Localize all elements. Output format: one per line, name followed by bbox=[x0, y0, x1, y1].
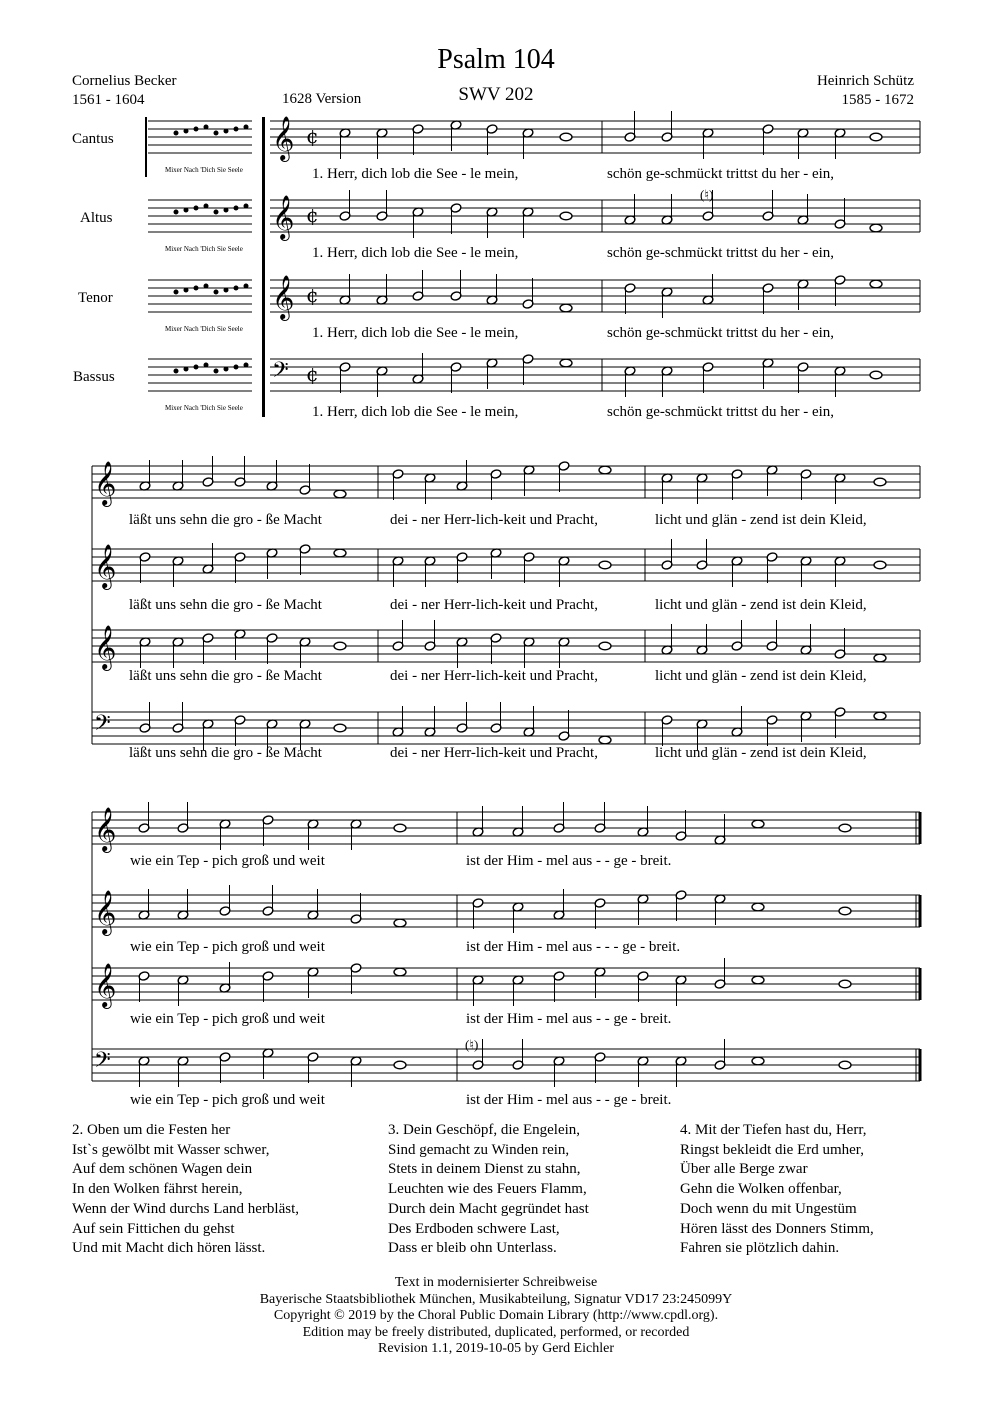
note-head bbox=[874, 712, 886, 720]
incipit-text: Mixer Nach 'Dich Sie Seele bbox=[165, 404, 243, 412]
time-signature: ¢ bbox=[306, 124, 319, 148]
lyric-line: wie ein Tep - pich groß und weit bbox=[130, 1092, 325, 1108]
note-head bbox=[560, 133, 572, 141]
note-head bbox=[394, 1061, 406, 1069]
voice-label-bassus: Bassus bbox=[73, 369, 115, 385]
note-head bbox=[394, 824, 406, 832]
note-head bbox=[394, 919, 406, 927]
incipit-note bbox=[224, 129, 229, 134]
lyric-line: licht und glän - zend ist dein Kleid, bbox=[655, 512, 867, 528]
footer-line: Bayerische Staatsbibliothek München, Musikabteilung, Signatur VD17 23:245099Y bbox=[259, 1291, 733, 1307]
treble-clef: 𝄞 bbox=[272, 116, 295, 160]
catalog-number: SWV 202 bbox=[458, 84, 534, 105]
note-head bbox=[870, 280, 882, 288]
composer-dates: 1585 - 1672 bbox=[841, 92, 914, 108]
bass-clef: 𝄢 bbox=[94, 711, 111, 741]
composer-name: Heinrich Schütz bbox=[816, 73, 914, 89]
incipit-note bbox=[244, 284, 249, 289]
system-bracket bbox=[262, 117, 265, 417]
lyric-line: 1. Herr, dich lob die See - le mein, bbox=[312, 404, 519, 420]
lyric-line: 1. Herr, dich lob die See - le mein, bbox=[312, 245, 519, 261]
note-head bbox=[870, 371, 882, 379]
incipit-note bbox=[194, 206, 199, 211]
lyric-line: licht und glän - zend ist dein Kleid, bbox=[655, 597, 867, 613]
note-head bbox=[839, 980, 851, 988]
note-head bbox=[839, 824, 851, 832]
lyric-line: wie ein Tep - pich groß und weit bbox=[130, 853, 325, 869]
note-head bbox=[752, 1057, 764, 1065]
voice-label-cantus: Cantus bbox=[72, 131, 114, 147]
note-head bbox=[560, 359, 572, 367]
note-head bbox=[599, 736, 611, 744]
incipit-note bbox=[214, 210, 219, 215]
lyric-line: ist der Him - mel aus - - ge - breit. bbox=[466, 1011, 672, 1027]
note-head bbox=[839, 1061, 851, 1069]
treble-clef: 𝄞 bbox=[94, 544, 117, 588]
lyric-line: wie ein Tep - pich groß und weit bbox=[130, 1011, 325, 1027]
treble-clef: 𝄞 bbox=[272, 275, 295, 319]
footer-line: Text in modernisierter Schreibweise bbox=[394, 1275, 598, 1290]
note-head bbox=[752, 976, 764, 984]
note-head bbox=[874, 478, 886, 486]
lyric-line: läßt uns sehn die gro - ße Macht bbox=[129, 668, 322, 684]
lyric-line: schön ge-schmückt trittst du her - ein, bbox=[607, 325, 835, 341]
incipit-note bbox=[224, 367, 229, 372]
lyric-line: dei - ner Herr-lich-keit und Pracht, bbox=[390, 512, 598, 528]
lyric-line: ist der Him - mel aus - - - ge - breit. bbox=[466, 939, 681, 955]
verse-4: 4. Mit der Tiefen hast du, Herr, Ringst bekleidt die Erd umher, Über alle Berge zwar Gehn die Wolken offenbar, Doch wenn du mit Ungestüm Hören lässt des Donners Stimm, Fahren sie plötzlich dahin. bbox=[680, 1122, 874, 1257]
incipit-bracket bbox=[145, 117, 147, 177]
incipit-note bbox=[234, 127, 239, 132]
lyric-line: licht und glän - zend ist dein Kleid, bbox=[655, 745, 867, 761]
lyric-line: dei - ner Herr-lich-keit und Pracht, bbox=[390, 745, 598, 761]
incipit-note bbox=[234, 365, 239, 370]
incipit-note bbox=[184, 208, 189, 213]
page-title: Psalm 104 bbox=[437, 44, 555, 75]
incipit-note bbox=[244, 363, 249, 368]
lyric-line: schön ge-schmückt trittst du her - ein, bbox=[607, 245, 835, 261]
note-head bbox=[599, 466, 611, 474]
lyric-line: dei - ner Herr-lich-keit und Pracht, bbox=[390, 597, 598, 613]
editorial-accidental: (♮) bbox=[465, 1037, 479, 1052]
lyric-line: läßt uns sehn die gro - ße Macht bbox=[129, 512, 322, 528]
incipit-note bbox=[204, 363, 209, 368]
incipit-note bbox=[214, 131, 219, 136]
verse-3: 3. Dein Geschöpf, die Engelein, Sind gemacht zu Winden rein, Stets in deinem Dienst zu stahn, Leuchten wie des Feuers Flamm, Durch dein Macht gegründet hast Des Erdboden schwere Last, Dass er bleib ohn Unterlass. bbox=[388, 1122, 589, 1257]
note-head bbox=[870, 224, 882, 232]
incipit-note bbox=[234, 286, 239, 291]
bass-clef: 𝄢 bbox=[94, 1048, 111, 1078]
footer-line: Revision 1.1, 2019-10-05 by Gerd Eichler bbox=[377, 1341, 614, 1356]
incipit-note bbox=[244, 204, 249, 209]
treble-clef: 𝄞 bbox=[94, 461, 117, 505]
treble-clef: 𝄞 bbox=[94, 625, 117, 669]
incipit-note bbox=[184, 288, 189, 293]
footer-line: Copyright © 2019 by the Choral Public Domain Library (http://www.cpdl.org). bbox=[273, 1308, 719, 1323]
poet-name: Cornelius Becker bbox=[72, 73, 177, 89]
incipit-note bbox=[234, 206, 239, 211]
incipit-note bbox=[204, 284, 209, 289]
note-head bbox=[560, 304, 572, 312]
note-head bbox=[334, 490, 346, 498]
incipit-note bbox=[224, 208, 229, 213]
note-head bbox=[874, 654, 886, 662]
time-signature: ¢ bbox=[306, 283, 319, 307]
note-head bbox=[334, 642, 346, 650]
time-signature: ¢ bbox=[306, 203, 319, 227]
incipit-note bbox=[244, 125, 249, 130]
incipit-note bbox=[194, 286, 199, 291]
note-head bbox=[752, 820, 764, 828]
lyric-line: schön ge-schmückt trittst du her - ein, bbox=[607, 166, 835, 182]
lyric-line: dei - ner Herr-lich-keit und Pracht, bbox=[390, 668, 598, 684]
incipit-text: Mixer Nach 'Dich Sie Seele bbox=[165, 325, 243, 333]
lyric-line: wie ein Tep - pich groß und weit bbox=[130, 939, 325, 955]
lyric-line: 1. Herr, dich lob die See - le mein, bbox=[312, 166, 519, 182]
treble-clef: 𝄞 bbox=[272, 195, 295, 239]
note-head bbox=[334, 549, 346, 557]
poet-dates: 1561 - 1604 bbox=[72, 92, 145, 108]
verse-2: 2. Oben um die Festen her Ist`s gewölbt mit Wasser schwer, Auf dem schönen Wagen dein In den Wolken fährst herein, Wenn der Wind durchs Land herbläst, Auf sein Fittichen du gehst Und mit Macht dich hören lässt. bbox=[72, 1122, 300, 1257]
editorial-accidental: (♮) bbox=[700, 187, 714, 202]
bass-clef: 𝄢 bbox=[272, 358, 289, 388]
treble-clef: 𝄞 bbox=[94, 890, 117, 934]
incipit-note bbox=[174, 210, 179, 215]
lyric-line: läßt uns sehn die gro - ße Macht bbox=[129, 597, 322, 613]
lyric-line: ist der Him - mel aus - - ge - breit. bbox=[466, 1092, 672, 1108]
incipit-note bbox=[214, 290, 219, 295]
lyric-line: schön ge-schmückt trittst du her - ein, bbox=[607, 404, 835, 420]
voice-label-tenor: Tenor bbox=[78, 290, 113, 306]
version-label: 1628 Version bbox=[282, 91, 362, 107]
incipit-note bbox=[174, 369, 179, 374]
incipit-note bbox=[194, 127, 199, 132]
note-head bbox=[839, 907, 851, 915]
incipit-text: Mixer Nach 'Dich Sie Seele bbox=[165, 245, 243, 253]
time-signature: ¢ bbox=[306, 362, 319, 386]
incipit-note bbox=[194, 365, 199, 370]
note-head bbox=[874, 561, 886, 569]
treble-clef: 𝄞 bbox=[94, 807, 117, 851]
voice-label-altus: Altus bbox=[80, 210, 113, 226]
footer-line: Edition may be freely distributed, duplicated, performed, or recorded bbox=[302, 1324, 690, 1340]
note-head bbox=[870, 133, 882, 141]
note-head bbox=[394, 968, 406, 976]
treble-clef: 𝄞 bbox=[94, 963, 117, 1007]
note-head bbox=[599, 561, 611, 569]
lyric-line: ist der Him - mel aus - - ge - breit. bbox=[466, 853, 672, 869]
note-head bbox=[334, 724, 346, 732]
incipit-note bbox=[174, 131, 179, 136]
incipit-note bbox=[224, 288, 229, 293]
incipit-note bbox=[174, 290, 179, 295]
note-head bbox=[599, 642, 611, 650]
lyric-line: läßt uns sehn die gro - ße Macht bbox=[129, 745, 322, 761]
lyric-line: licht und glän - zend ist dein Kleid, bbox=[655, 668, 867, 684]
incipit-note bbox=[214, 369, 219, 374]
incipit-note bbox=[184, 367, 189, 372]
incipit-text: Mixer Nach 'Dich Sie Seele bbox=[165, 166, 243, 174]
footer-notes bbox=[0, 1275, 992, 1358]
incipit-note bbox=[204, 125, 209, 130]
note-head bbox=[752, 903, 764, 911]
incipit-note bbox=[184, 129, 189, 134]
lyric-line: 1. Herr, dich lob die See - le mein, bbox=[312, 325, 519, 341]
note-head bbox=[560, 212, 572, 220]
incipit-note bbox=[204, 204, 209, 209]
